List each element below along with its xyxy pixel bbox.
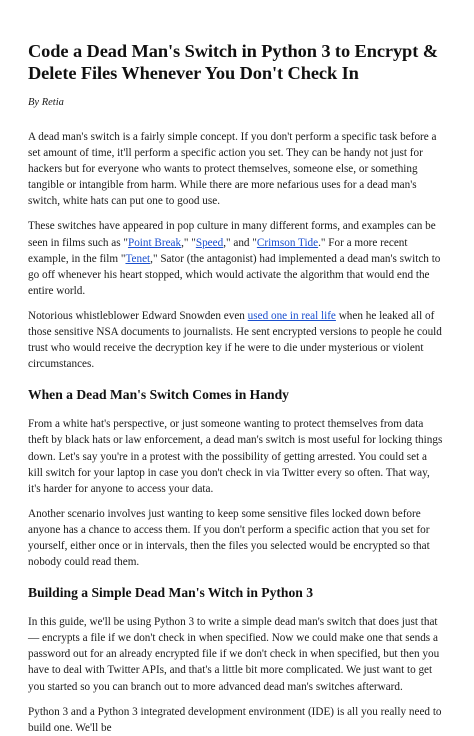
text-span: ," " — [181, 236, 196, 249]
paragraph-scenario: Another scenario involves just wanting to keep some sensitive files locked down before anyone has a chance to access them. If you don't perform a specific action that you set for yourself, either once or in intervals, then the files you selected would be encrypted so that nobody could read them. — [28, 507, 430, 569]
article-byline: By Retia — [28, 97, 64, 108]
text-span: ," Sator (the antagonist) had implemented a dead man's switch to go off whenever his heart stopped, which would activate the algorithm that would end the entire world. — [28, 252, 441, 297]
link-speed[interactable]: Speed — [195, 236, 224, 249]
link-point-break[interactable]: Point Break — [127, 236, 182, 249]
paragraph-pop-culture — [28, 218, 444, 298]
section-heading-building: Building a Simple Dead Man's Witch in Python 3 — [28, 585, 314, 601]
text-span: Notorious whistleblower Edward Snowden even — [28, 309, 248, 322]
paragraph-intro: A dead man's switch is a fairly simple concept. If you don't perform a specific task before a set amount of time, it'll perform a specific action you set. They can be handy not just for hackers but for everyone who wants to protect themselves, someone else, or something tangible or intangible from harm. While there are more nefarious uses for a dead man's switch, white hats can put one to good use. — [28, 131, 437, 208]
paragraph-white-hat: From a white hat's perspective, or just someone wanting to protect themselves from data theft by black hats or law enforcement, a dead man's switch is most useful for locking things down. Let's say you're in a protest with the possibility of getting arrested. You could set a kill switch for your laptop in case you don't check in via Twitter every so often. That way, it's harder for anyone to access your data. — [28, 418, 443, 495]
paragraph-snowden — [28, 308, 444, 372]
paragraph-guide: In this guide, we'll be using Python 3 to write a simple dead man's switch that does just that — encrypts a file if we don't check in when specified. Now we could make one that sends a password out for an already encrypted file if we don't check in when specified, but then you have to deal with Twitter APIs, and that's a little bit more complicated. We just want to get you started so you can branch out to more advanced dead man's switches afterward. — [28, 616, 440, 693]
text-span: when he leaked all of those sensitive NSA documents to journalists. He sent encrypted versions to people he could trust who would receive the decryption key if he were to die under mysterious or violent circumstances. — [28, 309, 442, 371]
link-crimson-tide[interactable]: Crimson Tide — [256, 236, 319, 249]
paragraph-requirements: Python 3 and a Python 3 integrated development environment (IDE) is all you really need to build one. We'll be — [28, 705, 442, 734]
link-used-in-real-life[interactable]: used one in real life — [247, 309, 336, 322]
text-span: These switches have appeared in pop culture in many different forms, and examples can be seen in films such as " — [28, 220, 436, 249]
text-span: ," and " — [223, 236, 257, 249]
article-title: Code a Dead Man's Switch in Python 3 to Encrypt & Delete Files Whenever You Don't Check In — [28, 41, 438, 83]
link-tenet[interactable]: Tenet — [125, 252, 151, 265]
text-span: ." For a more recent example, in the film " — [28, 236, 408, 265]
section-heading-handy: When a Dead Man's Switch Comes in Handy — [28, 387, 289, 403]
